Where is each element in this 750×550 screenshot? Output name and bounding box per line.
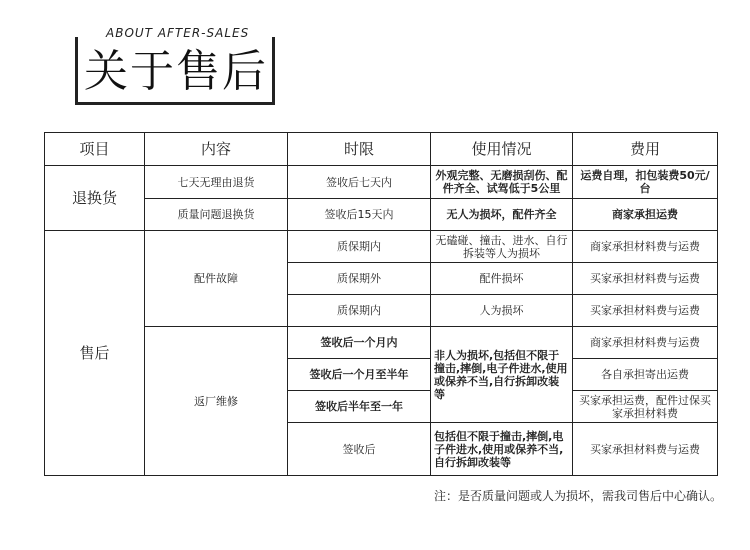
fee-cell: 商家承担材料费与运费 — [573, 231, 718, 263]
fee-cell: 各自承担寄出运费 — [573, 359, 718, 391]
table-row — [45, 231, 718, 263]
usage-cell: 包括但不限于撞击,摔倒,电子件进水,使用或保养不当,自行拆卸改装等 — [431, 423, 573, 476]
table-header-row — [45, 133, 718, 166]
limit-cell: 签收后七天内 — [288, 166, 431, 199]
column-header-item: 项目 — [45, 133, 145, 166]
fee-cell: 买家承担材料费与运费 — [573, 295, 718, 327]
content-cell: 七天无理由退货 — [145, 166, 288, 199]
limit-cell: 签收后15天内 — [288, 199, 431, 231]
table-row — [45, 327, 718, 359]
usage-cell: 非人为损坏,包括但不限于撞击,摔倒,电子件进水,使用或保养不当,自行拆卸改装等 — [431, 327, 573, 423]
table-row — [45, 166, 718, 199]
header-subtitle: ABOUT AFTER-SALES — [100, 26, 255, 40]
category-returns: 退换货 — [45, 166, 145, 231]
limit-cell: 签收后半年至一年 — [288, 391, 431, 423]
usage-cell: 人为损坏 — [431, 295, 573, 327]
content-cell: 配件故障 — [145, 231, 288, 327]
limit-cell: 质保期内 — [288, 231, 431, 263]
table-row — [45, 199, 718, 231]
usage-cell: 外观完整、无磨损刮伤、配件齐全、试驾低于5公里 — [431, 166, 573, 199]
limit-cell: 质保期外 — [288, 263, 431, 295]
after-sales-table — [44, 132, 718, 476]
column-header-usage: 使用情况 — [431, 133, 573, 166]
limit-cell: 签收后一个月内 — [288, 327, 431, 359]
fee-cell: 运费自理，扣包装费50元/台 — [573, 166, 718, 199]
category-aftersales: 售后 — [45, 231, 145, 476]
limit-cell: 质保期内 — [288, 295, 431, 327]
usage-cell: 配件损坏 — [431, 263, 573, 295]
limit-cell: 签收后一个月至半年 — [288, 359, 431, 391]
column-header-content: 内容 — [145, 133, 288, 166]
content-cell: 返厂维修 — [145, 327, 288, 476]
usage-cell: 无磕碰、撞击、进水、自行拆装等人为损坏 — [431, 231, 573, 263]
content-cell: 质量问题退换货 — [145, 199, 288, 231]
fee-cell: 买家承担材料费与运费 — [573, 263, 718, 295]
fee-cell: 买家承担材料费与运费 — [573, 423, 718, 476]
column-header-fee: 费用 — [573, 133, 718, 166]
fee-cell: 商家承担材料费与运费 — [573, 327, 718, 359]
usage-cell: 无人为损坏，配件齐全 — [431, 199, 573, 231]
fee-cell: 商家承担运费 — [573, 199, 718, 231]
page-title: 关于售后 — [84, 46, 268, 97]
footnote: 注：是否质量问题或人为损坏，需我司售后中心确认。 — [433, 489, 722, 503]
column-header-limit: 时限 — [288, 133, 431, 166]
limit-cell: 签收后 — [288, 423, 431, 476]
fee-cell: 买家承担运费，配件过保买家承担材料费 — [573, 391, 718, 423]
